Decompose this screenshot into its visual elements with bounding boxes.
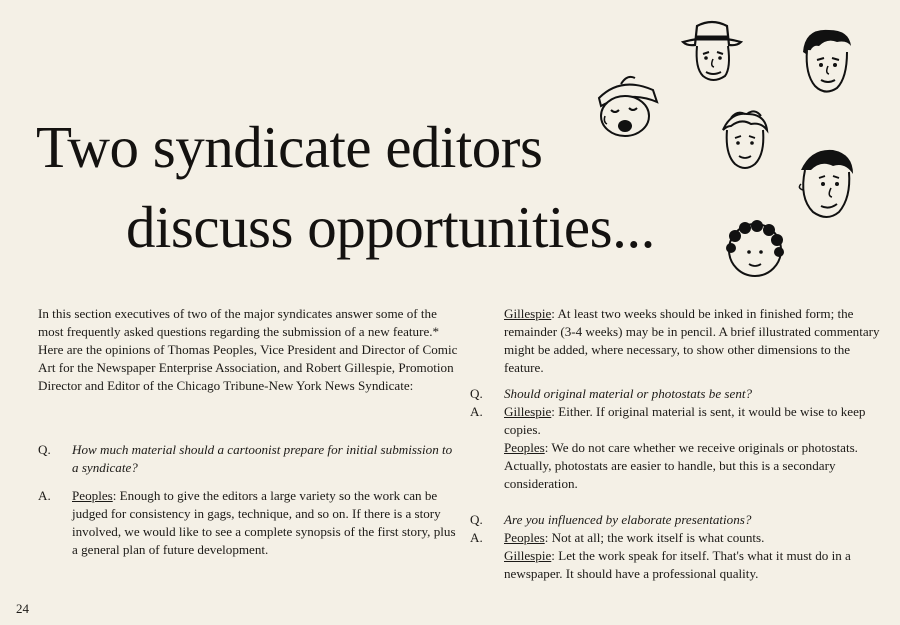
answer-3-gillespie-text: : Let the work speak for itself. That's what it must do in a newspaper. It should have a professional quality.	[504, 548, 851, 581]
answer-marker: A.	[470, 404, 483, 419]
headline-line-2: discuss opportunities...	[126, 194, 655, 260]
answer-2-gillespie	[470, 403, 886, 439]
intro-paragraph-2: Here are the opinions of Thomas Peoples, Vice President and Director of Comic Art for the Newspaper Enterprise Association, and Robert Gillespie, Promotion Director and Editor of the Chicago Tribune-New York News Syndicate:	[38, 342, 458, 393]
answer-3-peoples	[470, 529, 886, 547]
pompadour-man-face-icon	[797, 22, 857, 102]
question-1-text: How much material should a cartoonist prepare for initial submission to a syndicate?	[72, 442, 453, 475]
hat-man-face-icon	[677, 12, 747, 92]
answer-1-peoples-text: : Enough to give the editors a large variety so the work can be judged for consistency in gags, technique, and so on. If there is a story involved, we would like to see a complete synopsis of the first story, plus a general plan of future development.	[72, 488, 456, 557]
question-marker: Q.	[470, 386, 483, 401]
headline-line-1: Two syndicate editors	[36, 114, 543, 180]
speaker-gillespie: Gillespie	[504, 306, 552, 321]
left-column	[38, 305, 458, 559]
question-3	[470, 511, 886, 529]
answer-marker: A.	[38, 488, 51, 503]
question-marker: Q.	[470, 512, 483, 527]
speaker-peoples: Peoples	[72, 488, 113, 503]
answer-3-gillespie	[470, 547, 886, 583]
speaker-peoples: Peoples	[504, 440, 545, 455]
speaker-gillespie: Gillespie	[504, 548, 552, 563]
answer-1-peoples	[38, 487, 458, 559]
answer-2-gillespie-text: : Either. If original material is sent, it would be wise to keep copies.	[504, 404, 866, 437]
answer-1-gillespie	[470, 305, 886, 377]
intro-paragraph-1: In this section executives of two of the major syndicates answer some of the most frequently asked questions regarding the submission of a new feature.*	[38, 306, 440, 339]
question-1	[38, 441, 458, 477]
answer-2-peoples	[470, 439, 886, 493]
question-2	[470, 385, 886, 403]
answer-marker: A.	[470, 530, 483, 545]
question-3-text: Are you influenced by elaborate presentations?	[504, 512, 752, 527]
question-marker: Q.	[38, 442, 51, 457]
speaker-peoples: Peoples	[504, 530, 545, 545]
right-column	[470, 305, 886, 583]
answer-3-peoples-text: : Not at all; the work itself is what counts.	[544, 530, 765, 545]
girl-face-icon	[717, 108, 773, 176]
cartoon-faces-illustration	[585, 10, 895, 290]
answer-2-peoples-text: : We do not care whether we receive originals or photostats. Actually, photostats are easier to handle, but this is a secondary consideration.	[504, 440, 858, 491]
curly-girl-face-icon	[721, 218, 789, 284]
speaker-gillespie: Gillespie	[504, 404, 552, 419]
crying-boy-face-icon	[591, 72, 663, 142]
boy-face-icon	[793, 144, 859, 226]
page-number: 24	[16, 601, 29, 616]
question-2-text: Should original material or photostats be sent?	[504, 386, 753, 401]
answer-1-gillespie-text: : At least two weeks should be inked in finished form; the remainder (3-4 weeks) may be in pencil. A brief illustrated commentary might be added, where necessary, to show other dimensions to the feature.	[504, 306, 880, 375]
